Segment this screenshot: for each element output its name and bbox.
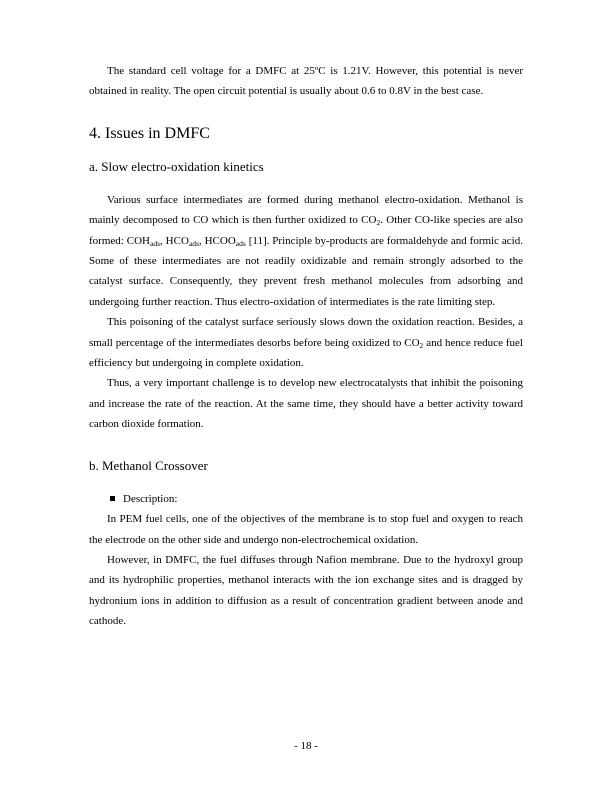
square-bullet-icon — [110, 496, 115, 501]
page-number: - 18 - — [294, 740, 318, 752]
description-bullet — [89, 489, 523, 509]
bullet-label: Description: — [123, 492, 178, 505]
subsection-b-heading: b. Methanol Crossover — [89, 457, 208, 473]
paragraph-intermediates: Various surface intermediates are formed during methanol electro-oxidation. Methanol is mainly decomposed to CO which is then further oxidized to $CO_2$. Other CO-like species are also formed: $COH_{ads}$, $HCO_{ads}$, $HCOO_{ads}$ [11]. Principle by-products are formaldehyde and formic acid. Some of these intermediates are not readily oxidizable and remain strongly adsorbed to the catalyst surface. Consequently, they prevent fresh methanol molecules from adsorbing and undergoing further reaction. Thus electro-oxidation of intermediates is the rate limiting step. — [89, 193, 523, 308]
section-4-heading: 4. Issues in DMFC — [89, 124, 210, 142]
paragraph-poisoning: This poisoning of the catalyst surface seriously slows down the oxidation reaction. Besides, a small percentage of the intermediates desorbs before being oxidized to $CO_2$ and hence reduce fuel efficiency but undergoing in complete oxidation. — [89, 316, 523, 370]
paragraph-pem-membrane: In PEM fuel cells, one of the objectives of the membrane is to stop fuel and oxygen to reach the electrode on the other side and undergo non-electrochemical oxidation. — [89, 513, 523, 546]
page-body — [89, 58, 523, 632]
subsection-a-heading: a. Slow electro-oxidation kinetics — [89, 158, 264, 174]
intro-paragraph: The standard cell voltage for a DMFC at 25ºC is 1.21V. However, this potential is never obtained in reality. The open circuit potential is usually about 0.6 to 0.8V in the best case. — [89, 65, 523, 98]
paragraph-challenge: Thus, a very important challenge is to develop new electrocatalysts that inhibit the poisoning and increase the rate of the reaction. At the same time, they should have a better activity toward carbon dioxide formation. — [89, 377, 523, 431]
paragraph-nafion: However, in DMFC, the fuel diffuses through Nafion membrane. Due to the hydroxyl group and its hydrophilic properties, methanol interacts with the ion exchange sites and is dragged by hydronium ions in addition to diffusion as a result of concentration gradient between anode and cathode. — [89, 553, 523, 628]
